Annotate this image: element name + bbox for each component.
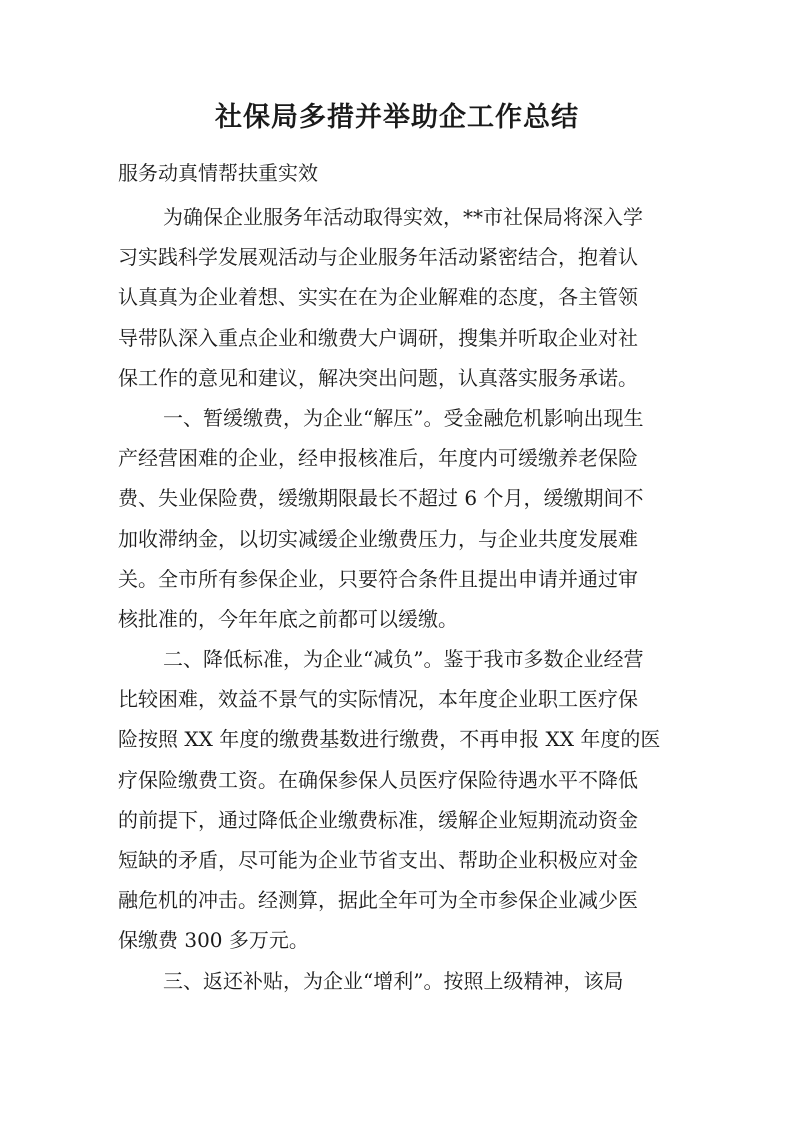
paragraph-line: 为确保企业服务年活动取得实效，**市社保局将深入学 — [163, 205, 643, 229]
paragraph-line: 习实践科学发展观活动与企业服务年活动紧密结合，抱着认 — [118, 245, 638, 270]
paragraph-line: 保工作的意见和建议，解决突出问题，认真落实服务承诺。 — [118, 365, 638, 390]
paragraph-line: 认真真为企业着想、实实在在为企业解难的态度，各主管领 — [118, 285, 638, 310]
paragraph-line: 导带队深入重点企业和缴费大户调研，搜集并听取企业对社 — [118, 325, 638, 350]
paragraph-line: 短缺的矛盾，尽可能为企业节省支出、帮助企业积极应对金 — [118, 848, 638, 872]
document-subtitle: 服务动真情帮扶重实效 — [118, 161, 318, 185]
paragraph-line: 关。全市所有参保企业，只要符合条件且提出申请并通过审 — [118, 566, 638, 591]
paragraph-line: 费、失业保险费，缓缴期限最长不超过 6 个月，缓缴期间不 — [118, 486, 644, 511]
paragraph-line: 疗保险缴费工资。在确保参保人员医疗保险待遇水平不降低 — [118, 767, 638, 792]
paragraph-line: 比较困难，效益不景气的实际情况，本年度企业职工医疗保 — [118, 687, 638, 712]
paragraph-line: 产经营困难的企业，经申报核准后，年度内可缓缴养老保险 — [118, 446, 638, 471]
paragraph-line: 保缴费 300 多万元。 — [118, 928, 309, 953]
document-body — [118, 197, 678, 1001]
paragraph-line: 三、返还补贴，为企业“增利”。按照上级精神，该局 — [163, 968, 624, 993]
paragraph-line: 的前提下，通过降低企业缴费标准，缓解企业短期流动资金 — [118, 807, 638, 832]
paragraph-line: 核批准的，今年年底之前都可以缓缴。 — [118, 606, 458, 631]
paragraph-line: 险按照 XX 年度的缴费基数进行缴费，不再申报 XX 年度的医 — [118, 727, 661, 752]
document-title: 社保局多措并举助企工作总结 — [215, 102, 579, 133]
paragraph-line: 加收滞纳金，以切实减缓企业缴费压力，与企业共度发展难 — [118, 526, 638, 551]
paragraph-line: 二、降低标准，为企业“减负”。鉴于我市多数企业经营 — [163, 647, 644, 672]
paragraph-line: 融危机的冲击。经测算，据此全年可为全市参保企业减少医 — [118, 888, 638, 913]
paragraph-line: 一、暂缓缴费，为企业“解压”。受金融危机影响出现生 — [163, 405, 644, 430]
